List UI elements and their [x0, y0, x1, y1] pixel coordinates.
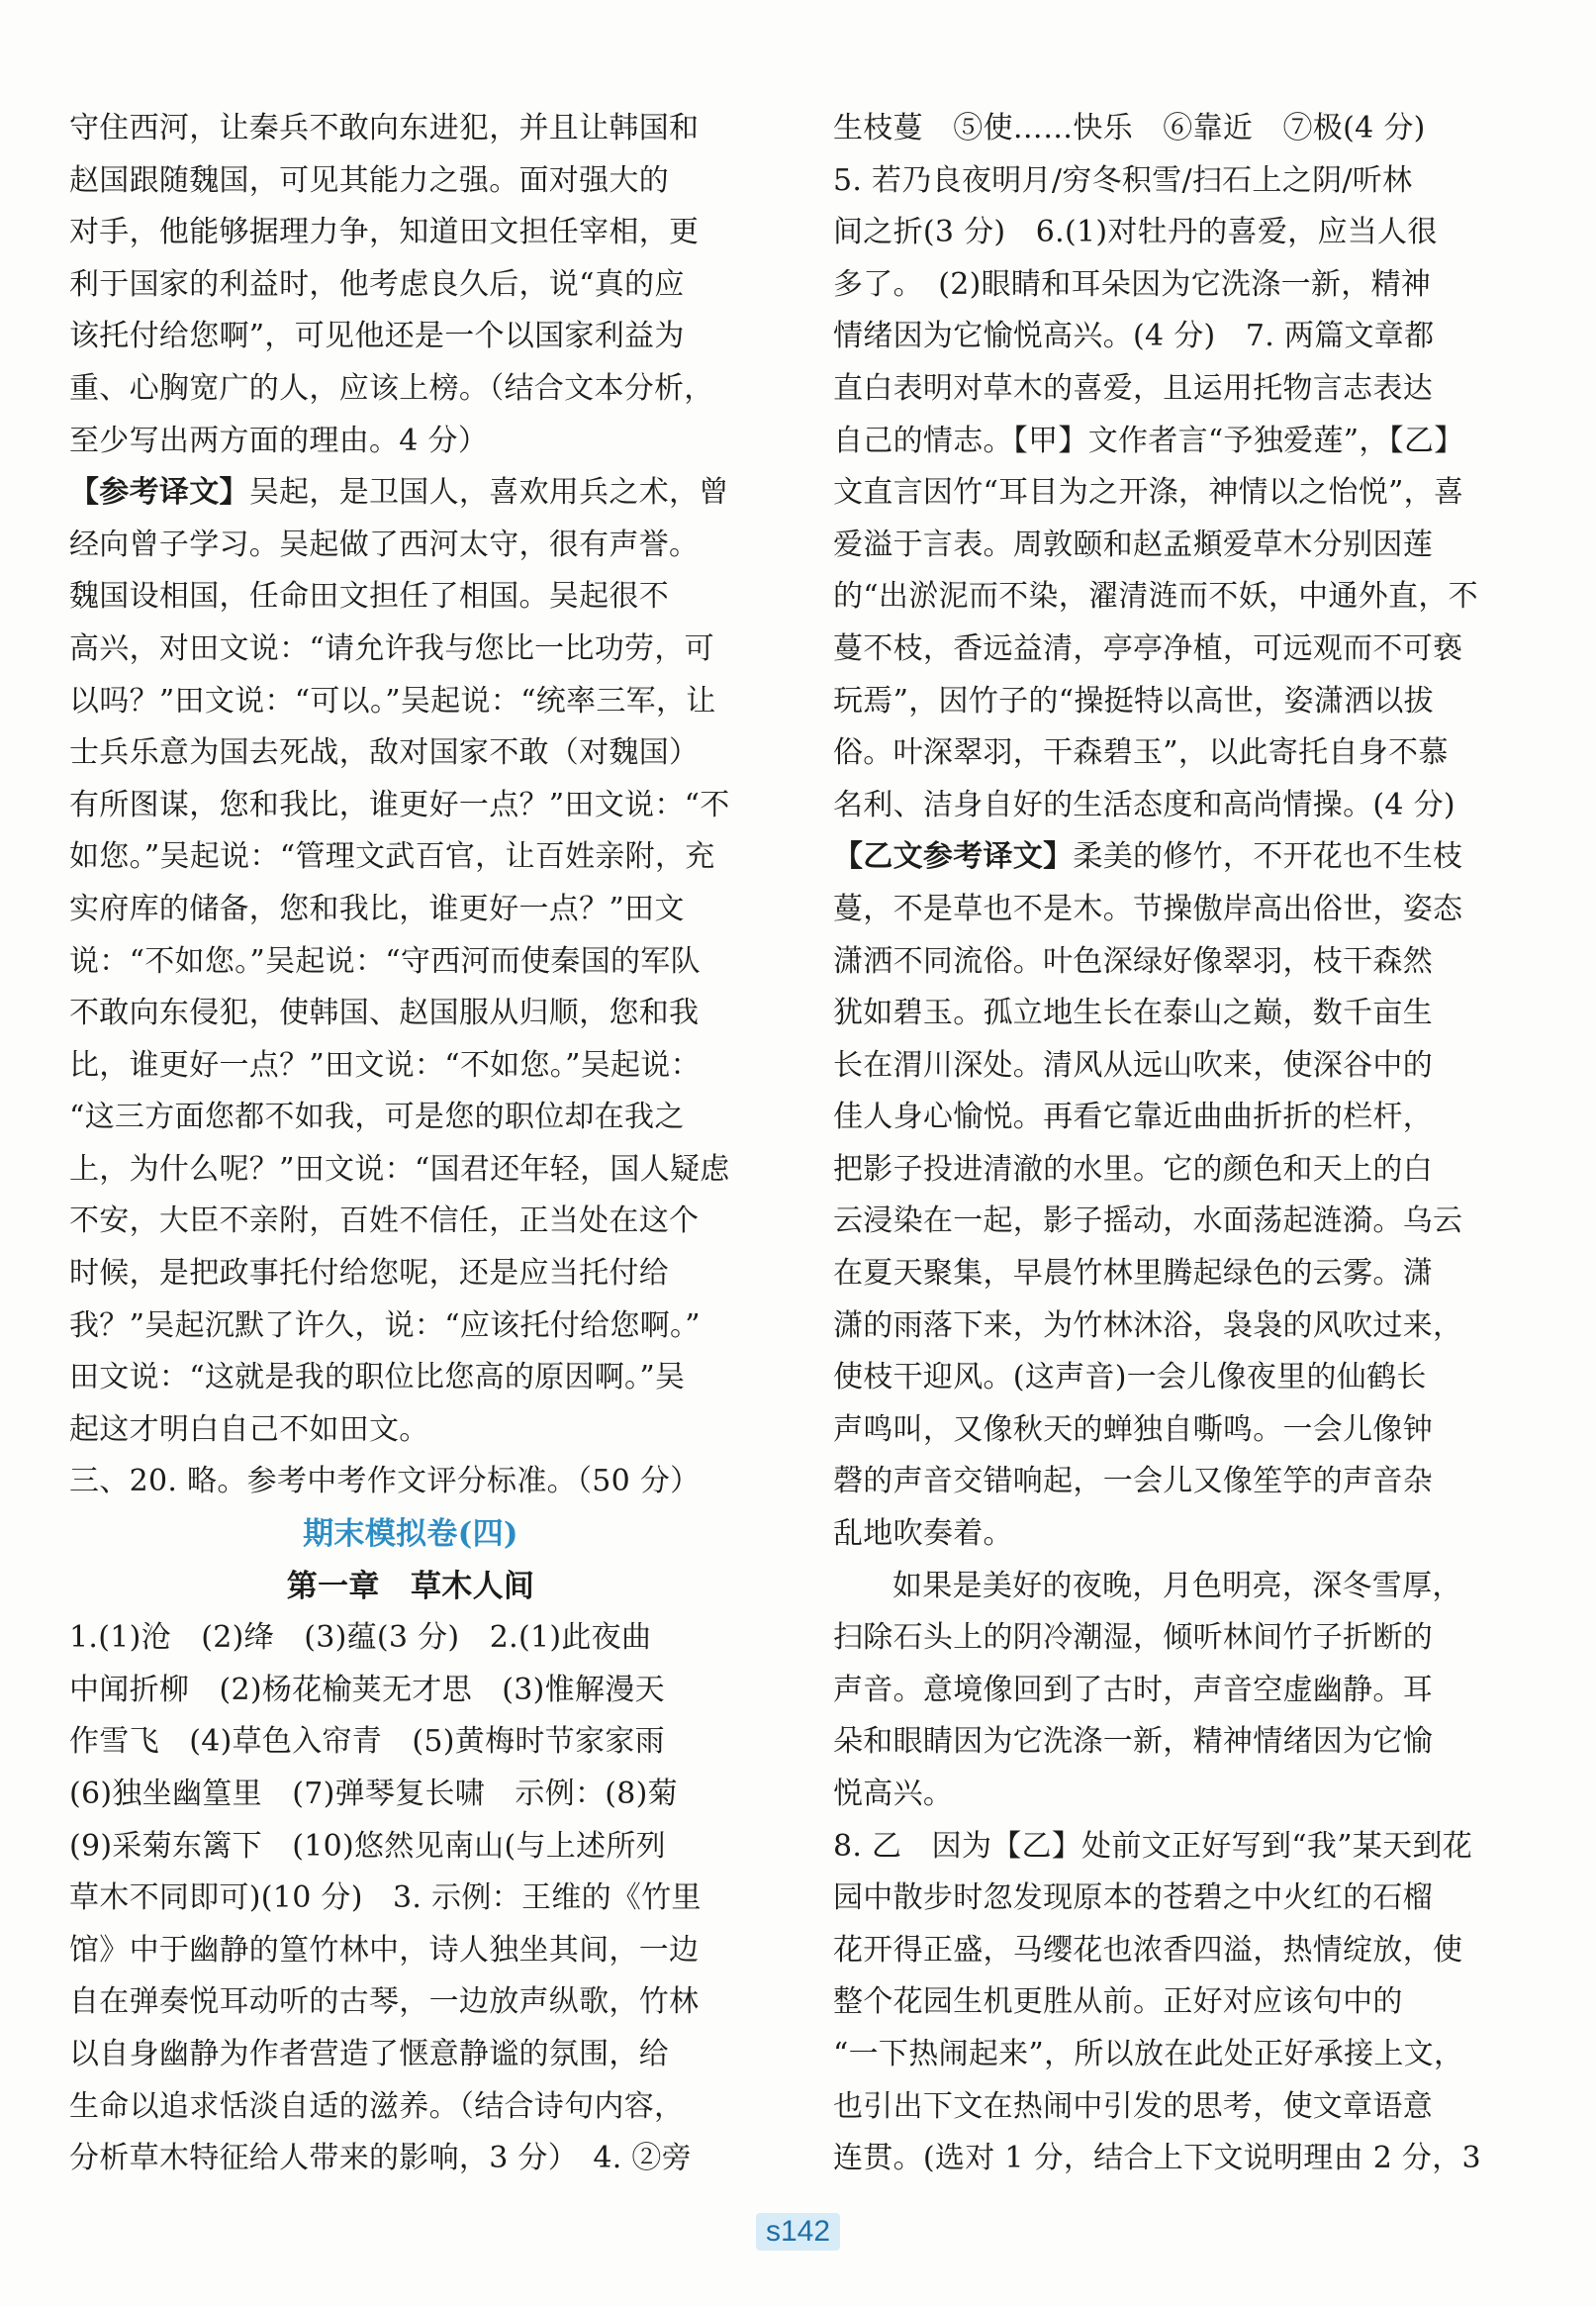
text-line: 如您。”吴起说：“管理文武百官，让百姓亲附，充	[69, 839, 715, 875]
section-title: 期末模拟卷(四)	[303, 1516, 518, 1553]
text-line: 我？”吴起沉默了许久，说：“应该托付给您啊。”	[69, 1307, 701, 1343]
text-line: 有所图谋，您和我比，谁更好一点？”田文说：“不	[69, 787, 730, 822]
text-line: 对手，他能够据理力争，知道田文担任宰相，更	[69, 215, 700, 250]
text-line: 说：“不如您。”吴起说：“守西河而使秦国的军队	[69, 943, 701, 979]
text-line: 自己的情志。【甲】文作者言“予独爱莲”，【乙】	[833, 423, 1464, 458]
text-line: 作雪飞 (4)草色入帘青 (5)黄梅时节家家雨	[69, 1724, 665, 1760]
text-line: 上，为什么呢？”田文说：“国君还年轻，国人疑虑	[69, 1151, 730, 1187]
text-line: 以自身幽静为作者营造了惬意静谧的氛围，给	[69, 2036, 669, 2071]
line-text: 柔美的修竹，不开花也不生枝	[1073, 839, 1463, 875]
text-line: 该托付给您啊”，可见他还是一个以国家利益为	[69, 319, 685, 354]
text-line: 在夏天聚集，早晨竹林里腾起绿色的云雾。潇	[833, 1256, 1433, 1292]
text-line: 中闻折柳 (2)杨花榆荚无才思 (3)惟解漫天	[69, 1672, 665, 1707]
line-text: 吴起，是卫国人，喜欢用兵之术，曾	[248, 475, 729, 511]
text-line: 情绪因为它愉悦高兴。(4 分) 7. 两篇文章都	[833, 319, 1435, 354]
text-line: 花开得正盛，马缨花也浓香四溢，热情绽放，使	[833, 1932, 1463, 1968]
text-line: 连贯。(选对 1 分，结合上下文说明理由 2 分，3	[833, 2141, 1481, 2176]
text-line: 使枝干迎风。(这声音)一会儿像夜里的仙鹤长	[833, 1360, 1427, 1395]
text-line: 高兴，对田文说：“请允许我与您比一比功劳，可	[69, 630, 714, 666]
text-line: 时候，是把政事托付给您呢，还是应当托付给	[69, 1256, 669, 1292]
right-text-column	[833, 103, 1516, 2185]
text-line: 生枝蔓 ⑤使……快乐 ⑥靠近 ⑦极(4 分)	[833, 111, 1426, 145]
text-line: 士兵乐意为国去死战，敌对国家不敢（对魏国）	[69, 735, 700, 771]
text-line: 三、20. 略。参考中考作文评分标准。（50 分）	[69, 1464, 701, 1499]
text-line	[69, 467, 752, 520]
text-line: 乱地吹奏着。	[833, 1516, 1013, 1552]
text-line: 重、心胸宽广的人，应该上榜。（结合文本分析，	[69, 370, 714, 406]
bold-label: 【参考译文】	[69, 475, 249, 511]
text-line: 不安，大臣不亲附，百姓不信任，正当处在这个	[69, 1203, 700, 1239]
text-line: 玩焉”，因竹子的“操挺特以高世，姿潇洒以拔	[833, 683, 1434, 719]
text-line: 潇的雨落下来，为竹林沐浴，袅袅的风吹过来，	[833, 1307, 1463, 1343]
text-line: 扫除石头上的阴冷潮湿，倾听林间竹子折断的	[833, 1620, 1433, 1656]
left-text-column	[69, 103, 752, 2185]
text-line: 爱溢于言表。周敦颐和赵孟頫爱草木分别因莲	[833, 527, 1433, 562]
text-line: 自在弹奏悦耳动听的古琴，一边放声纵歌，竹林	[69, 1984, 700, 2020]
text-line: 至少写出两方面的理由。4 分）	[69, 423, 489, 458]
text-line: 起这才明白自己不如田文。	[69, 1411, 429, 1447]
text-line: 犹如碧玉。孤立地生长在泰山之巅，数千亩生	[833, 996, 1433, 1031]
text-line: 悦高兴。	[833, 1777, 954, 1811]
chapter-title: 第一章 草木人间	[286, 1568, 535, 1604]
text-line: 利于国家的利益时，他考虑良久后，说“真的应	[69, 266, 685, 302]
text-line: 磬的声音交错响起，一会儿又像笙竽的声音杂	[833, 1464, 1433, 1499]
text-line: 草木不同即可)(10 分) 3. 示例：王维的《竹里	[69, 1880, 702, 1916]
text-line: 蔓，不是草也不是木。节操傲岸高出俗世，姿态	[833, 891, 1463, 926]
text-line: 实府库的储备，您和我比，谁更好一点？”田文	[69, 891, 685, 926]
text-line: 魏国设相国，任命田文担任了相国。吴起很不	[69, 579, 669, 615]
text-line: (6)独坐幽篁里 (7)弹琴复长啸 示例：(8)菊	[69, 1777, 678, 1811]
text-line: 蔓不枝，香远益清，亭亭净植，可远观而不可亵	[833, 630, 1463, 666]
text-line: 1.(1)沧 (2)绛 (3)蕴(3 分) 2.(1)此夜曲	[69, 1620, 652, 1656]
text-line: 云浸染在一起，影子摇动，水面荡起涟漪。乌云	[833, 1203, 1463, 1239]
text-line: 把影子投进清澈的水里。它的颜色和天上的白	[833, 1151, 1433, 1187]
text-line: 也引出下文在热闹中引发的思考，使文章语意	[833, 2088, 1433, 2124]
text-line: 馆》中于幽静的篁竹林中，诗人独坐其间，一边	[69, 1932, 700, 1968]
text-line: “这三方面您都不如我，可是您的职位却在我之	[69, 1100, 685, 1135]
text-line: 俗。叶深翠羽，干森碧玉”，以此寄托自身不慕	[833, 735, 1449, 771]
text-line: 佳人身心愉悦。再看它靠近曲曲折折的栏杆，	[833, 1100, 1433, 1135]
text-line: 以吗？”田文说：“可以。”吴起说：“统率三军，让	[69, 683, 716, 719]
text-line: 赵国跟随魏国，可见其能力之强。面对强大的	[69, 162, 669, 198]
text-line: 分析草木特征给人带来的影响，3 分） 4. ②旁	[69, 2141, 692, 2176]
text-line: 如果是美好的夜晚，月色明亮，深冬雪厚，	[892, 1568, 1462, 1603]
text-line: 田文说：“这就是我的职位比您高的原因啊。”吴	[69, 1360, 686, 1395]
text-line: 整个花园生机更胜从前。正好对应该句中的	[833, 1984, 1403, 2020]
text-line: 声鸣叫，又像秋天的蝉独自嘶鸣。一会儿像钟	[833, 1411, 1433, 1447]
text-line: 5. 若乃良夜明月/穷冬积雪/扫石上之阴/听林	[833, 162, 1413, 198]
text-line: 潇洒不同流俗。叶色深绿好像翠羽，枝干森然	[833, 943, 1433, 979]
text-line: 经向曾子学习。吴起做了西河太守，很有声誉。	[69, 527, 700, 562]
bold-label: 【乙文参考译文】	[833, 839, 1074, 875]
text-line: 间之折(3 分) 6.(1)对牡丹的喜爱，应当人很	[833, 215, 1438, 250]
text-line: 名利、洁身自好的生活态度和高尚情操。(4 分)	[833, 787, 1455, 822]
text-line: 朵和眼睛因为它洗涤一新，精神情绪因为它愉	[833, 1724, 1433, 1760]
text-line: 声音。意境像回到了古时，声音空虚幽静。耳	[833, 1672, 1433, 1707]
text-line: 文直言因竹“耳目为之开涤，神情以之怡悦”，喜	[833, 475, 1464, 511]
text-line: 直白表明对草木的喜爱，且运用托物言志表达	[833, 370, 1433, 406]
text-line: 比，谁更好一点？”田文说：“不如您。”吴起说：	[69, 1047, 701, 1083]
page-number: s142	[756, 2213, 840, 2251]
text-line: “一下热闹起来”，所以放在此处正好承接上文，	[833, 2036, 1464, 2071]
text-line: (9)采菊东篱下 (10)悠然见南山(与上述所列	[69, 1828, 666, 1864]
text-line: 园中散步时忽发现原本的苍碧之中火红的石榴	[833, 1880, 1433, 1916]
text-line: 生命以追求恬淡自适的滋养。（结合诗句内容，	[69, 2088, 685, 2124]
text-line: 多了。 (2)眼睛和耳朵因为它洗涤一新，精神	[833, 266, 1432, 302]
text-line: 守住西河，让秦兵不敢向东进犯，并且让韩国和	[69, 111, 700, 145]
page-number-footer	[0, 2213, 1596, 2251]
text-line: 8. 乙 因为【乙】处前文正好写到“我”某天到花	[833, 1828, 1473, 1864]
text-line: 的“出淤泥而不染，濯清涟而不妖，中通外直，不	[833, 579, 1478, 615]
text-line: 长在渭川深处。清风从远山吹来，使深谷中的	[833, 1047, 1433, 1083]
text-line	[833, 831, 1516, 884]
text-line: 不敢向东侵犯，使韩国、赵国服从归顺，您和我	[69, 996, 700, 1031]
